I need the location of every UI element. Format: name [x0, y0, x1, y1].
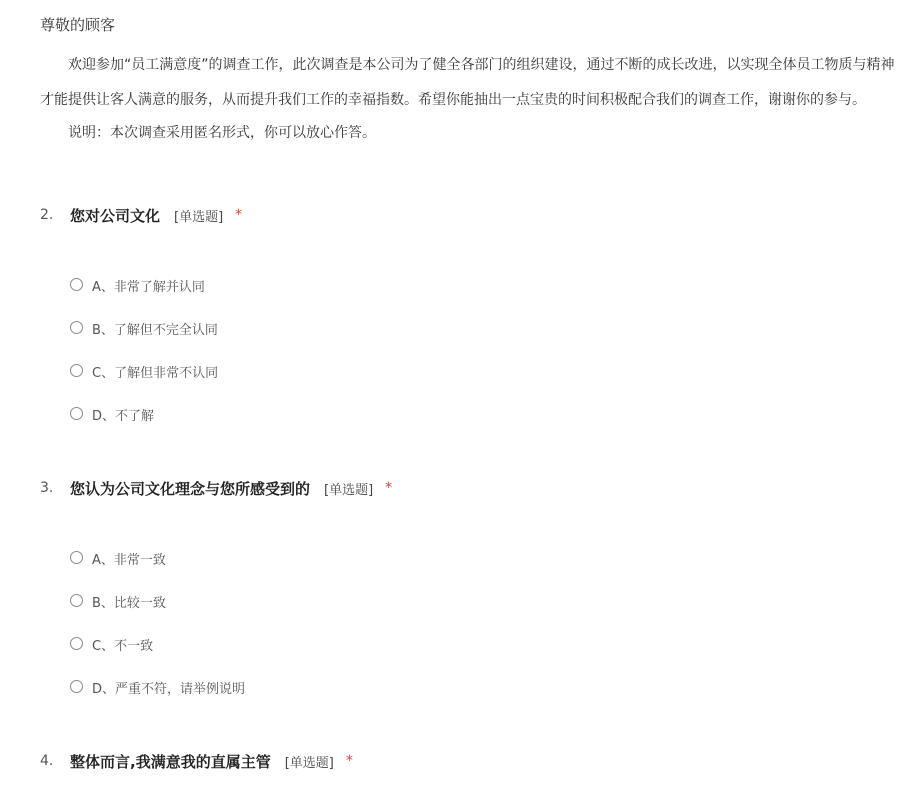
option-3-b[interactable] [70, 591, 166, 611]
required-marker: * [235, 207, 243, 223]
radio-button-icon[interactable] [70, 594, 83, 607]
radio-button-icon[interactable] [70, 407, 83, 420]
question-title: 您对公司文化 [70, 206, 161, 225]
question-type-badge: [单选题] [174, 209, 224, 225]
radio-button-icon[interactable] [70, 680, 83, 693]
question-header [40, 749, 353, 773]
radio-button-icon[interactable] [70, 278, 83, 291]
option-label[interactable]: D、严重不符，请举例说明 [92, 681, 246, 697]
radio-button-icon[interactable] [70, 364, 83, 377]
question-header [40, 476, 392, 500]
question-title: 整体而言,我满意我的直属主管 [70, 752, 271, 771]
required-marker: * [385, 480, 393, 496]
question-type-badge: [单选题] [284, 755, 334, 771]
greeting-text: 尊敬的顾客 [40, 16, 116, 34]
question-number: 2. [40, 207, 54, 223]
intro-note: 说明：本次调查采用匿名形式，你可以放心作答。 [68, 125, 376, 141]
option-3-a[interactable] [70, 548, 166, 568]
required-marker: * [345, 753, 353, 769]
option-2-d[interactable] [70, 404, 154, 424]
option-3-c[interactable] [70, 634, 153, 654]
option-label[interactable]: B、了解但不完全认同 [92, 322, 218, 338]
option-3-d[interactable] [70, 677, 245, 697]
option-label[interactable]: A、非常了解并认同 [92, 279, 205, 295]
question-number: 3. [40, 480, 54, 496]
question-type-badge: [单选题] [324, 482, 374, 498]
radio-button-icon[interactable] [70, 551, 83, 564]
option-label[interactable]: C、不一致 [92, 638, 154, 654]
option-label[interactable]: B、比较一致 [92, 595, 166, 611]
option-2-a[interactable] [70, 275, 205, 295]
intro-paragraph-2: 才能提供让客人满意的服务，从而提升我们工作的幸福指数。希望你能抽出一点宝贵的时间积极配合我们的调查工作，谢谢你的参与。 [40, 92, 866, 108]
intro-paragraph-1: 欢迎参加“员工满意度”的调查工作，此次调查是本公司为了健全各部门的组织建设，通过不断的成长改进，以实现全体员工物质与精神 [68, 57, 895, 73]
question-header [40, 203, 242, 227]
question-number: 4. [40, 753, 54, 769]
option-label[interactable]: C、了解但非常不认同 [92, 365, 219, 381]
question-title: 您认为公司文化理念与您所感受到的 [70, 479, 311, 498]
option-2-b[interactable] [70, 318, 218, 338]
option-label[interactable]: D、不了解 [92, 408, 155, 424]
option-2-c[interactable] [70, 361, 218, 381]
radio-button-icon[interactable] [70, 637, 83, 650]
radio-button-icon[interactable] [70, 321, 83, 334]
option-label[interactable]: A、非常一致 [92, 552, 166, 568]
